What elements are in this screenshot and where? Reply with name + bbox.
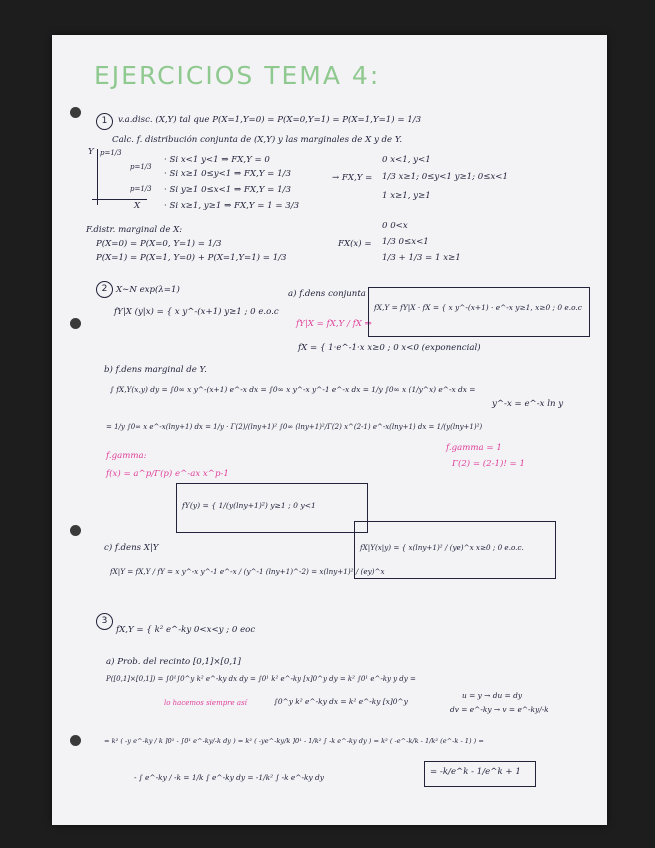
answer-box	[368, 287, 590, 337]
ex2-b-substitution: y^-x = e^-x ln y	[492, 399, 564, 409]
gamma-note: f.gamma:	[106, 451, 147, 461]
punch-hole	[70, 107, 81, 118]
exercise-number: 3	[96, 613, 113, 630]
ex1-piece: 1/3 x≥1; 0≤y<1 y≥1; 0≤x<1	[382, 172, 508, 182]
ex1-case: · Si y≥1 0≤x<1 ⇒ FX,Y = 1/3	[164, 185, 291, 195]
page-title: EJERCICIOS TEMA 4:	[94, 61, 381, 90]
ex3-a-line: ∫0^y k² e^-ky dx = k² e^-ky [x]0^y	[274, 697, 408, 706]
ex2-b-line: = 1/y ∫0∞ x e^-x(lny+1) dx = 1/y · Γ(2)/(lny+1)² ∫0∞ (lny+1)²/Γ(2) x^(2-1) e^-x(lny+1) dx = 1/(y(lny+1)²)	[106, 423, 483, 431]
exercise-number: 2	[96, 281, 113, 298]
ex2-a-title: a) f.dens conjunta	[288, 289, 366, 299]
ex2-b-line: ∫ fX,Y(x,y) dy = ∫0∞ x y^-(x+1) e^-x dx = ∫0∞ x y^-x y^-1 e^-x dx = 1/y ∫0∞ x (1/y^x) e^-x dx =	[110, 385, 476, 394]
ex1-piece: 0 x<1, y<1	[382, 155, 431, 165]
ex2-fx-def: fX = { 1·e^-1·x x≥0 ; 0 x<0 (exponencial)	[298, 343, 481, 353]
ex3-density: fX,Y = { k² e^-ky 0<x<y ; 0 eoc	[116, 625, 256, 635]
notebook-page	[52, 35, 607, 825]
gamma-pdf: f(x) = a^p/Γ(p) e^-ax x^p-1	[106, 469, 229, 479]
ex2-a-formula: fY|X = fX,Y / fX ⇒	[296, 319, 372, 329]
ex1-piece: 1 x≥1, y≥1	[382, 191, 431, 201]
ex1-task: Calc. f. distribución conjunta de (X,Y) y las marginales de X y de Y.	[112, 135, 403, 145]
ex2-c-formula: fX|Y = fX,Y / fY = x y^-x y^-1 e^-x / (y^-1 (lny+1)^-2) = x(lny+1)² / (ey)^x	[110, 567, 385, 576]
ex1-fx-piece: 0 0<x	[382, 221, 408, 231]
gamma-value: Γ(2) = (2-1)! = 1	[452, 459, 525, 469]
ex2-conditional: fY|X (y|x) = { x y^-(x+1) y≥1 ; 0 e.o.c	[114, 307, 279, 317]
ex1-statement: v.a.disc. (X,Y) tal que P(X=1,Y=0) = P(X=0,Y=1) = P(X=1,Y=1) = 1/3	[118, 115, 422, 125]
ex1-marginal-line: P(X=1) = P(X=1, Y=0) + P(X=1,Y=1) = 1/3	[96, 253, 287, 263]
ex1-case: · Si x≥1 0≤y<1 ⇒ FX,Y = 1/3	[164, 169, 291, 179]
ex3-a-line: = k² ( -y e^-ky / k ]0¹ - ∫0¹ e^-ky/-k dy ) = k² ( -ye^-ky/k ]0¹ - 1/k² ∫ -k e^-ky dy ) = k² ( -e^-k/k - 1/k² (e^-k - 1) ) =	[104, 737, 484, 745]
graph-point-label: p=1/3	[130, 163, 152, 171]
graph-label-x: X	[134, 201, 141, 211]
ex1-marginal-line: P(X=0) = P(X=0, Y=1) = 1/3	[96, 239, 222, 249]
graph-label-y: Y	[88, 147, 94, 157]
ex3-a-line: - ∫ e^-ky / -k = 1/k ∫ e^-ky dy = -1/k² ∫ -k e^-ky dy	[134, 773, 324, 782]
gamma-equals-one: f.gamma = 1	[446, 443, 502, 453]
graph-point-label: p=1/3	[130, 185, 152, 193]
graph-y-axis	[97, 149, 98, 205]
ex1-fxy-lhs: → FX,Y =	[332, 173, 373, 183]
ex3-by-parts: u = y → du = dy	[462, 691, 523, 700]
ex3-result: = -k/e^k - 1/e^k + 1	[430, 767, 521, 777]
graph-x-axis	[92, 199, 147, 200]
ex3-by-parts: dv = e^-ky → v = e^-ky/-k	[450, 705, 549, 714]
punch-hole	[70, 318, 81, 329]
ex1-fx-lhs: FX(x) =	[338, 239, 372, 249]
ex2-fy-answer: fY(y) = { 1/(y(lny+1)²) y≥1 ; 0 y<1	[182, 501, 316, 510]
ex2-distribution: X∼N exp(λ=1)	[116, 285, 180, 295]
punch-hole	[70, 735, 81, 746]
ex1-case: · Si x≥1, y≥1 ⇒ FX,Y = 1 = 3/3	[164, 201, 300, 211]
exercise-number: 1	[96, 113, 113, 130]
ex1-marginal-title: F.distr. marginal de X:	[86, 225, 183, 235]
ex1-fx-piece: 1/3 + 1/3 = 1 x≥1	[382, 253, 461, 263]
ex1-fx-piece: 1/3 0≤x<1	[382, 237, 429, 247]
ex3-a-line: P([0,1]×[0,1]) = ∫0¹∫0^y k² e^-ky dx dy = ∫0¹ k² e^-ky [x]0^y dy = k² ∫0¹ e^-ky y dy =	[106, 675, 416, 683]
graph-point-label: p=1/3	[100, 149, 122, 157]
ex2-b-title: b) f.dens marginal de Y.	[104, 365, 207, 375]
punch-hole	[70, 525, 81, 536]
ex3-note: lo hacemos siempre así	[164, 699, 247, 707]
ex2-c-title: c) f.dens X|Y	[104, 543, 159, 553]
ex2-a-answer: fX,Y = fY|X · fX = { x y^-(x+1) · e^-x y≥1, x≥0 ; 0 e.o.c	[374, 303, 582, 312]
ex3-a-title: a) Prob. del recinto [0,1]×[0,1]	[106, 657, 241, 667]
ex1-case: · Si x<1 y<1 ⇒ FX,Y = 0	[164, 155, 270, 165]
ex2-c-answer: fX|Y(x|y) = { x(lny+1)² / (ye)^x x≥0 ; 0 e.o.c.	[360, 543, 524, 552]
